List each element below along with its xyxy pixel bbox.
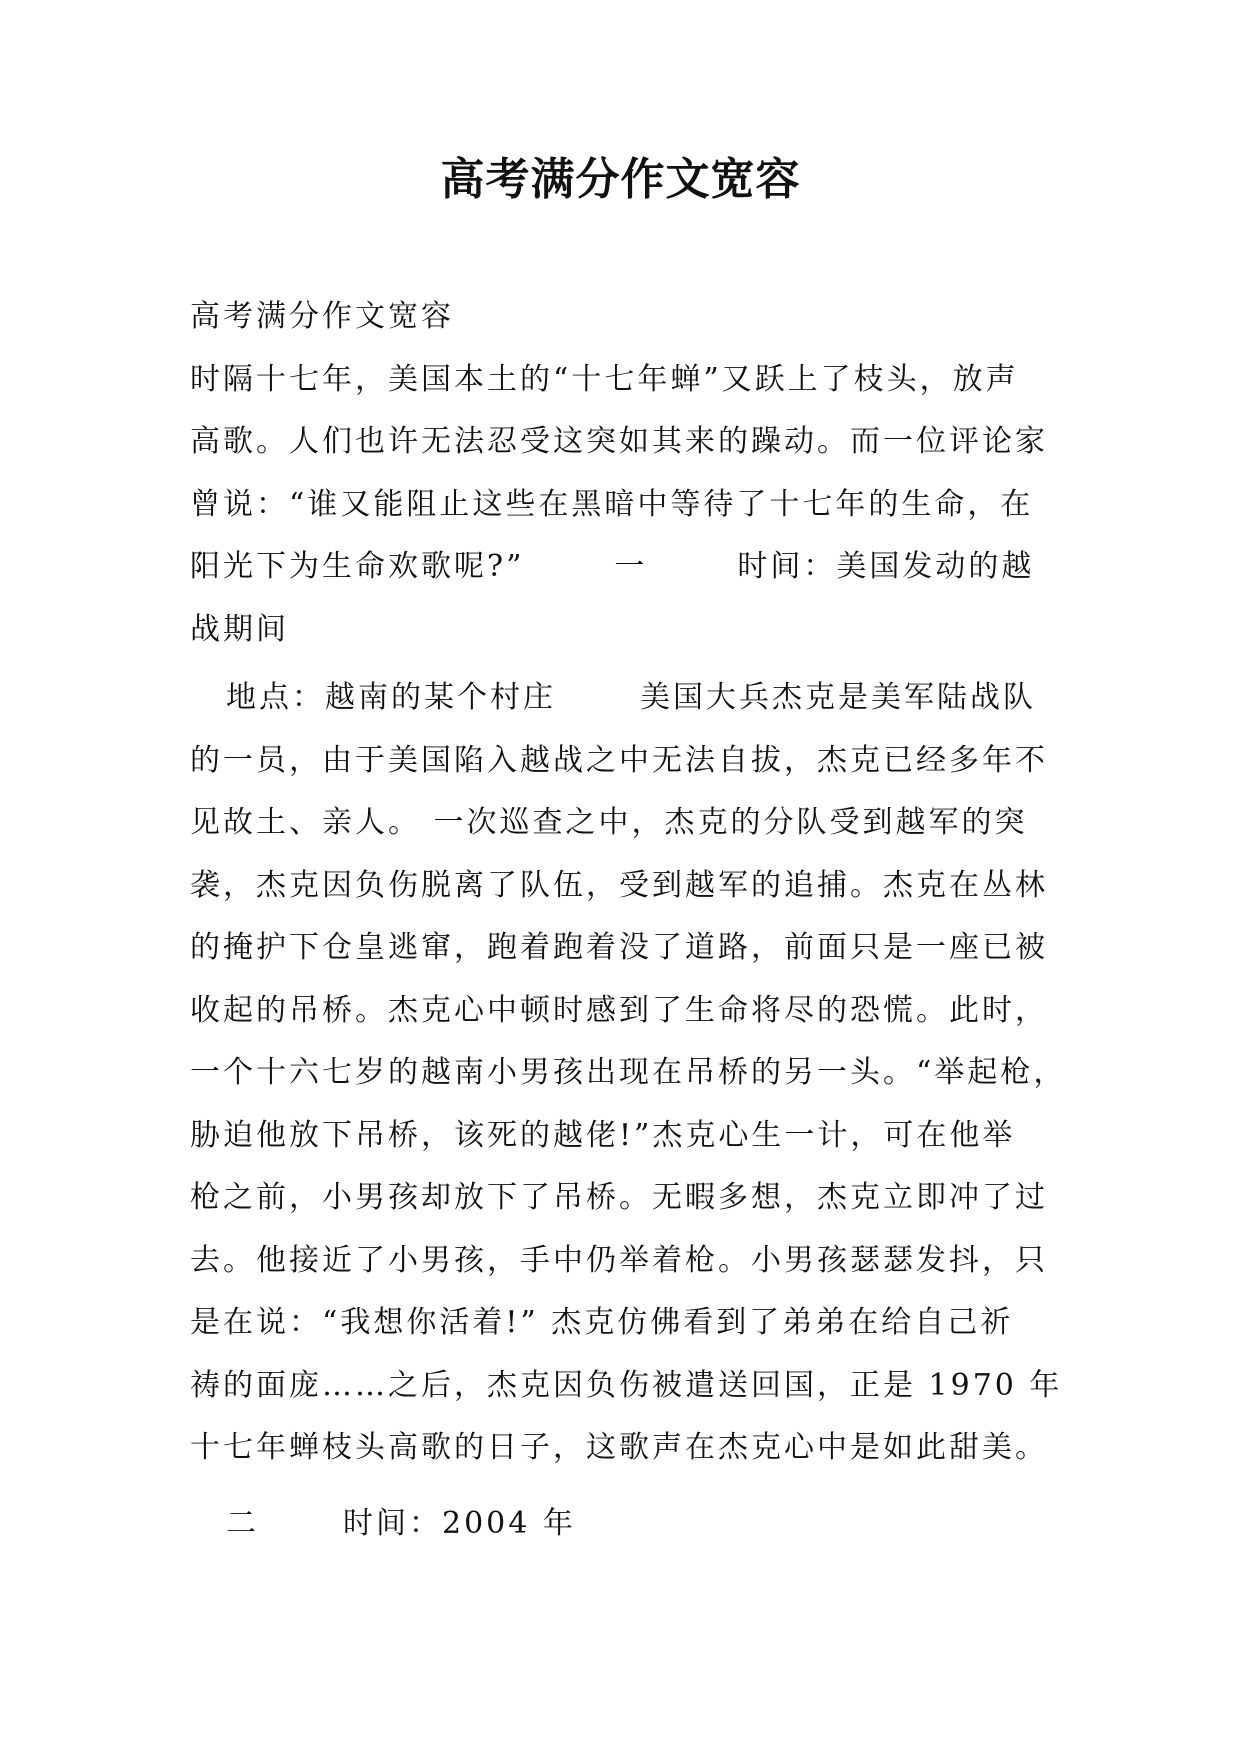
- paragraph-line: [190, 667, 1070, 730]
- paragraph-line: 高歌。人们也许无法忍受这突如其来的躁动。而一位评论家: [190, 424, 1048, 459]
- quote-end-text: 阳光下为生命欢歌呢?”: [190, 549, 525, 584]
- section2-marker: 二: [226, 1506, 259, 1541]
- paragraph-line: 枪之前，小男孩却放下了吊桥。无暇多想，杰克立即冲了过: [190, 1180, 1048, 1215]
- paragraph-line: 是在说：“我想你活着!” 杰克仿佛看到了弟弟在给自己祈: [190, 1305, 1014, 1340]
- paragraph-line: 去。他接近了小男孩，手中仍举着枪。小男孩瑟瑟发抖，只: [190, 1242, 1048, 1278]
- section1-time: 时间：美国发动的越: [737, 549, 1035, 584]
- section1-first: 美国大兵杰克是美军陆战队: [640, 680, 1036, 715]
- paragraph-line: 一个十六七岁的越南小男孩出现在吊桥的另一头。“举起枪，: [190, 1055, 1067, 1090]
- paragraph-line: 的掩护下仓皇逃窜，跑着跑着没了道路，前面只是一座已被: [190, 930, 1048, 965]
- paragraph-line: 时隔十七年，美国本土的“十七年蝉”又跃上了枝头，放声: [190, 361, 1019, 397]
- paragraph-line: 曾说：“谁又能阻止这些在黑暗中等待了十七年的生命，在: [190, 486, 1034, 522]
- paragraph-line: [190, 536, 1070, 599]
- paragraph-line: 胁迫他放下吊桥，该死的越佬!”杰克心生一计，可在他举: [190, 1117, 1016, 1153]
- section1-marker: 一: [614, 549, 648, 584]
- document-title: 高考满分作文宽容: [440, 154, 801, 205]
- subtitle-line: 高考满分作文宽容: [190, 299, 454, 334]
- paragraph-line: 的一员，由于美国陷入越战之中无法自拔，杰克已经多年不: [190, 742, 1048, 778]
- paragraph-line: 祷的面庞……之后，杰克因负伤被遣送回国，正是 1970 年: [190, 1367, 1063, 1403]
- section2-time: 时间：2004 年: [343, 1506, 576, 1541]
- paragraph-line: 收起的吊桥。杰克心中顿时感到了生命将尽的恐慌。此时，: [190, 992, 1048, 1028]
- section2-block: [190, 1493, 1070, 1556]
- section1-place: 地点：越南的某个村庄: [226, 680, 556, 715]
- paragraph-line: 十七年蝉枝头高歌的日子，这歌声在杰克心中是如此甜美。: [190, 1430, 1048, 1465]
- intro-block: [190, 286, 1070, 661]
- paragraph-line: [190, 1493, 1070, 1556]
- section1-block: [190, 667, 1070, 1480]
- paragraph-line: 见故土、亲人。 一次巡查之中，杰克的分队受到越军的突: [190, 805, 1028, 840]
- paragraph-line: 袭，杰克因负伤脱离了队伍，受到越军的追捕。杰克在丛林: [190, 867, 1048, 903]
- paragraph-line: 战期间: [190, 611, 289, 647]
